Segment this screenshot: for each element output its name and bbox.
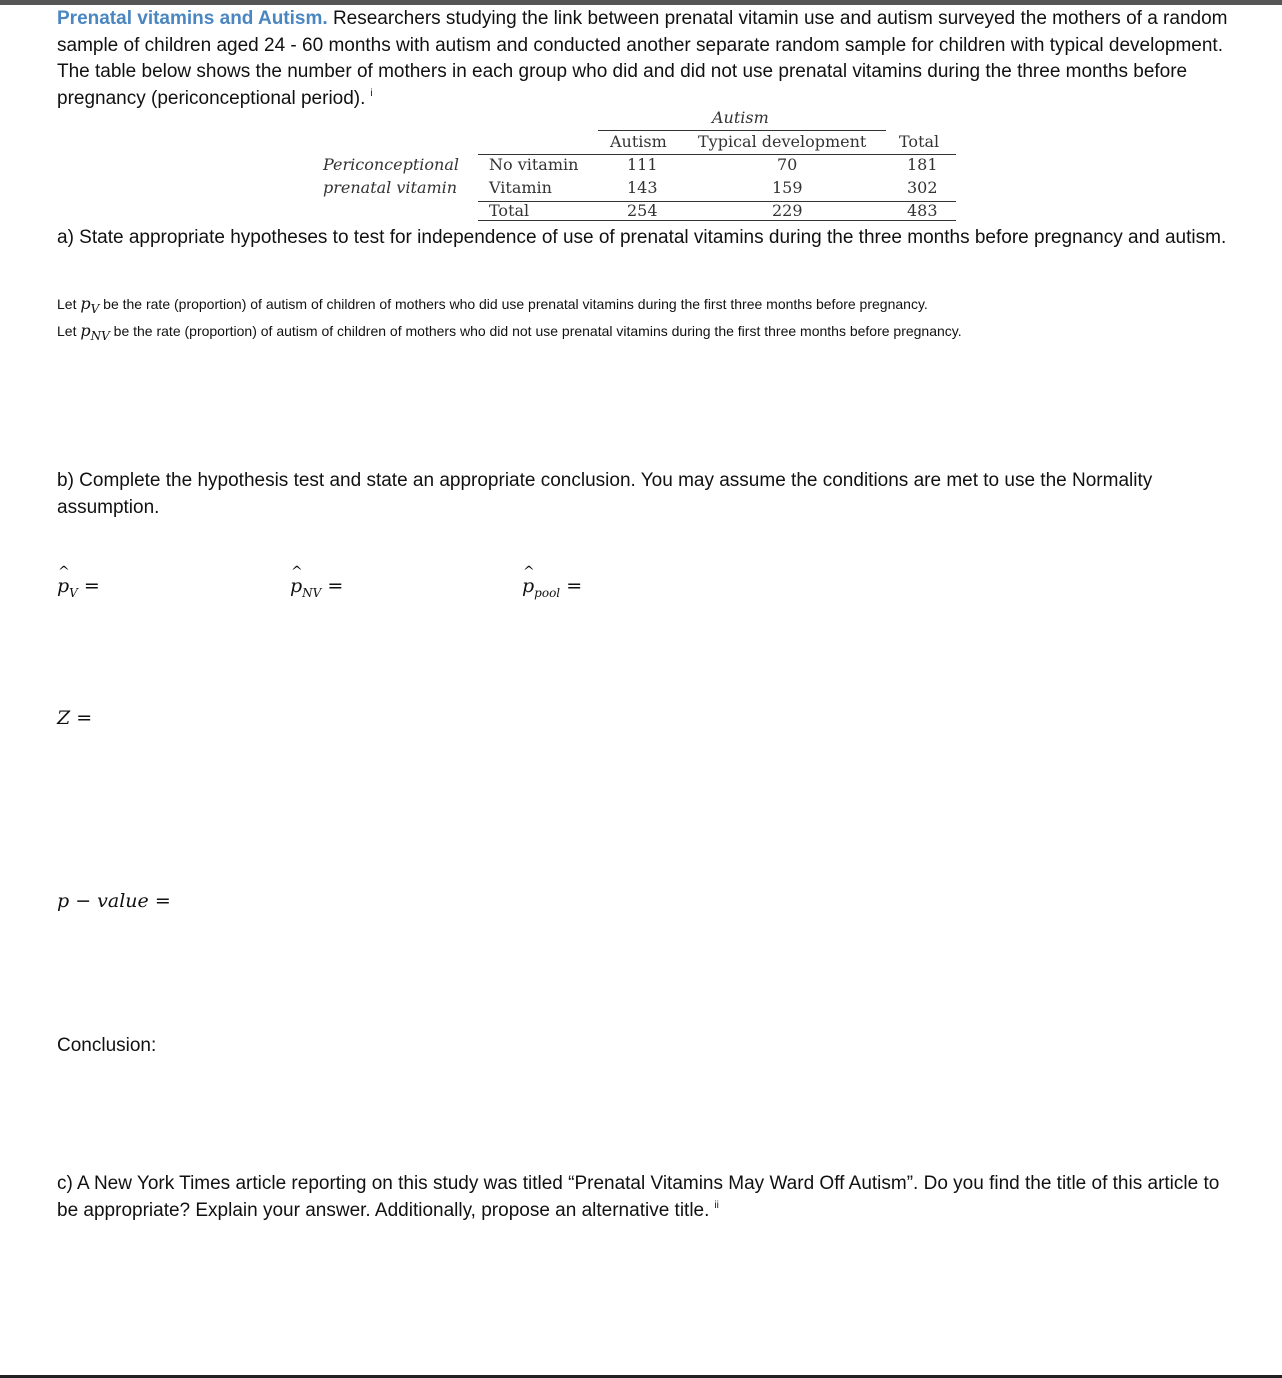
- part-b-question: b) Complete the hypothesis test and state an appropriate conclusion. You may assume the conditions are met to use the Normality assumption.: [57, 470, 1153, 518]
- part-c-question: c) A New York Times article reporting on this study was titled “Prenatal Vitamins May Ward Off Autism”. Do you find the title of this article to be appropriate? Explain your answer. Additionally, propose an alternative title. $^{ii}$: [57, 1173, 1220, 1221]
- footnote-marker-i: i: [370, 88, 373, 100]
- table-header-group: Autism: [712, 108, 769, 127]
- row-label-no-vitamin: No vitamin: [489, 155, 579, 174]
- pv-hat-label: ^ $p_V$ =: [57, 575, 100, 600]
- col-header-autism: Autism: [610, 132, 667, 151]
- contingency-table: [323, 108, 963, 220]
- definition-pnv: Let $p_{NV}$ be the rate (proportion) of autism of children of mothers who did not use prenatal vitamins during the first three months before pregnancy.: [57, 321, 962, 344]
- footnote-marker-ii: ii: [714, 1200, 719, 1212]
- pnv-hat-label: ^ $p_{NV}$ =: [290, 575, 343, 600]
- problem-title: Prenatal vitamins and Autism.: [57, 8, 328, 29]
- cell-total-typical: 229: [772, 201, 803, 220]
- cell-no-vitamin-autism: 111: [627, 155, 658, 174]
- cell-no-vitamin-typical: 70: [777, 155, 798, 174]
- cell-vitamin-typical: 159: [772, 178, 803, 197]
- row-label-vitamin: Vitamin: [489, 178, 552, 197]
- definition-pv: Let $p_V$ be the rate (proportion) of autism of children of mothers who did use prenatal vitamins during the first three months before pregnancy.: [57, 294, 928, 317]
- cell-vitamin-total: 302: [907, 178, 938, 197]
- part-a-definitions: [57, 293, 1232, 347]
- conclusion-label: Conclusion:: [57, 1035, 157, 1056]
- cell-vitamin-autism: 143: [627, 178, 658, 197]
- col-header-total: Total: [899, 132, 940, 151]
- row-group-label-1: Periconceptional: [323, 155, 459, 174]
- col-header-typical: Typical development: [698, 132, 867, 151]
- p-value-label: p − value =: [57, 890, 171, 912]
- ppool-hat-label: ^ $p_{pool}$ =: [522, 575, 582, 600]
- row-group-label-2: prenatal vitamin: [323, 178, 458, 197]
- total-rule: [478, 201, 956, 202]
- cell-total-autism: 254: [627, 201, 658, 220]
- bottom-rule: [478, 220, 956, 221]
- worksheet-page: [57, 6, 1232, 112]
- intro-paragraph: [57, 6, 1232, 112]
- row-label-total: Total: [489, 201, 530, 220]
- part-a-question: a) State appropriate hypotheses to test for independence of use of prenatal vitamins during the three months before pregnancy and autism.: [57, 227, 1227, 248]
- header-group-rule: [598, 130, 886, 131]
- intro-text: Researchers studying the link between prenatal vitamin use and autism surveyed the mothers of a random sample of children aged 24 - 60 months with autism and conducted another separate random sample for children with typical development. The table below shows the number of mothers in each group who did and did not use prenatal vitamins during the three months before pregnancy (periconceptional period).: [57, 8, 1228, 109]
- cell-total-total: 483: [907, 201, 938, 220]
- top-border: [0, 0, 1282, 5]
- z-label: Z =: [57, 707, 93, 729]
- cell-no-vitamin-total: 181: [907, 155, 938, 174]
